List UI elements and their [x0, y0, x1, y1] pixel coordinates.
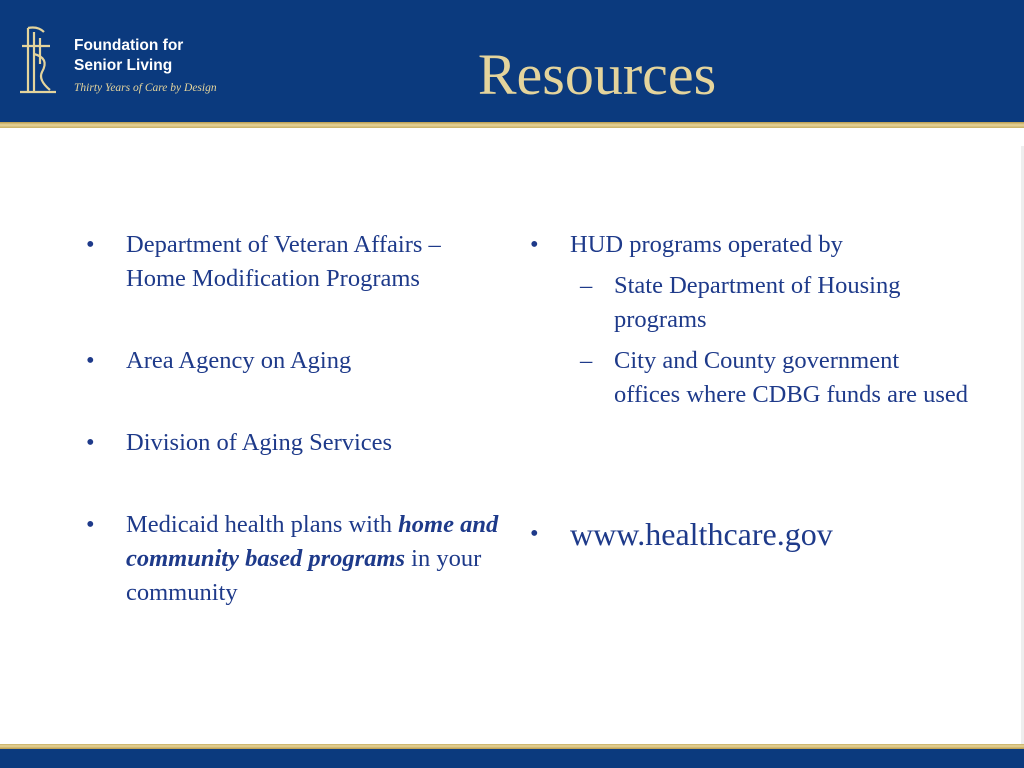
organization-name-line-2: Senior Living — [74, 57, 173, 74]
list-item — [86, 426, 506, 460]
list-item — [86, 228, 506, 296]
list-item-text-prefix: Medicaid health plans with — [126, 511, 399, 538]
logo-mark-icon — [16, 24, 60, 96]
organization-logo — [16, 24, 256, 102]
website-link[interactable]: www.healthcare.gov — [570, 516, 833, 552]
list-item-emphasis: home and community based programs — [126, 511, 499, 572]
list-item — [86, 508, 506, 610]
bullet-icon: • — [86, 429, 95, 456]
organization-tagline: Thirty Years of Care by Design — [74, 82, 217, 94]
bullet-icon: • — [530, 231, 539, 258]
slide-title: Resources — [477, 42, 717, 107]
left-column — [86, 228, 506, 658]
list-item-text: Division of Aging Services — [126, 429, 393, 456]
list-item — [530, 228, 970, 262]
sub-list-item-text: State Department of Housing programs — [614, 272, 901, 333]
organization-name-line-1: Foundation for — [74, 37, 184, 54]
website-item — [530, 512, 990, 556]
bullet-icon: • — [86, 511, 95, 538]
bullet-icon: • — [530, 520, 539, 547]
right-column — [530, 228, 970, 412]
bullet-icon: • — [86, 231, 95, 258]
list-item-text: HUD programs operated by — [570, 231, 843, 258]
list-item-text: Area Agency on Aging — [126, 347, 352, 374]
header-gold-rule — [0, 122, 1024, 128]
list-item-text: Department of Veteran Affairs – Home Modification Programs — [126, 231, 441, 292]
dash-icon: – — [580, 272, 593, 299]
list-item-text-suffix: in your community — [126, 545, 482, 606]
footer-banner — [0, 749, 1024, 768]
dash-icon: – — [580, 347, 593, 374]
organization-name — [74, 36, 254, 76]
header-banner — [0, 0, 1024, 122]
sub-list-item — [570, 269, 970, 337]
list-item — [86, 344, 506, 378]
bullet-icon: • — [86, 347, 95, 374]
sub-list-item-text: City and County government offices where CDBG funds are used — [614, 347, 969, 408]
sub-list-item — [570, 344, 970, 412]
